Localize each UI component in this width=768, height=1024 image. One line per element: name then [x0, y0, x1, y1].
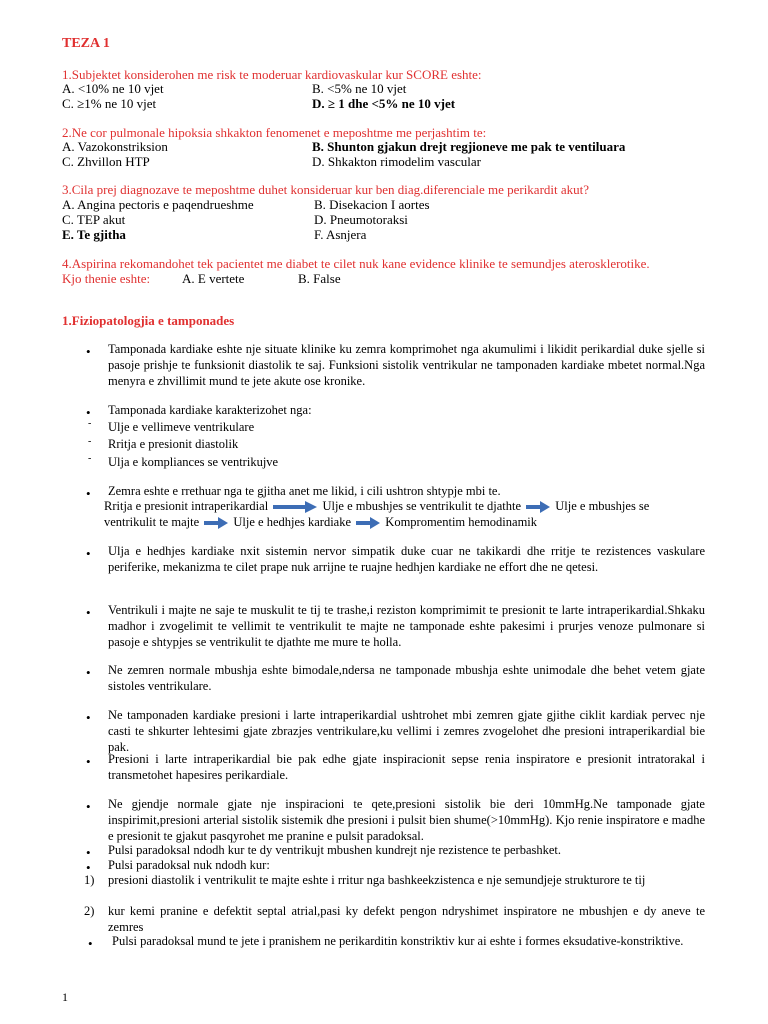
bullet-icon: •	[86, 344, 91, 359]
q3-option-b: B. Disekacion I aortes	[314, 197, 430, 212]
q1-option-b: B. <5% ne 10 vjet	[312, 81, 407, 96]
list-item: Rritja e presionit diastolik	[108, 437, 239, 451]
flow-step: ventrikulit te majte	[104, 515, 200, 529]
paragraph-6: Ne zemren normale mbushja eshte bimodale,ndersa ne tamponade mbushja eshte unimodale dhe behet vetem gjate sistoles ventrikulare.	[108, 663, 705, 693]
flow-step: Ulje e mbushjes se	[555, 499, 650, 513]
right-arrow-icon	[356, 517, 380, 529]
q2-option-d: D. Shkakton rimodelim vascular	[312, 154, 481, 169]
question-1: 1.Subjektet konsiderohen me risk te moderuar kardiovaskular kur SCORE eshte:	[62, 67, 482, 82]
page-title: TEZA 1	[62, 36, 110, 51]
tick-icon: -	[88, 436, 92, 447]
bullet-icon: •	[86, 605, 91, 620]
numbered-item-2: kur kemi pranine e defektit septal atrial,pasi ky defekt pengon ndryshimet inspiratore ne mbushjen e dy aneve te zemres	[108, 904, 705, 934]
paragraph-7: Ne tamponaden kardiake presioni i larte intraperikardial ushtrohet mbi zemren gjate gjithe ciklit kardiak pervec nje casti te shkurter lehtesimi gjate zbrazjes ventrikulare,ku vellimi i zemres zvogelohet dhe presioni intraperikardial bie pak.	[108, 708, 705, 754]
bullet-icon: •	[86, 665, 91, 680]
paragraph-8: Presioni i larte intraperikardial bie pak edhe gjate inspiracionit sepse renia inspiratore e presionit intratorakal i transmetohet hapesires perikardiale.	[108, 752, 705, 782]
flow-line-2	[104, 515, 537, 530]
q1-option-c: C. ≥1% ne 10 vjet	[62, 96, 157, 111]
bullet-icon: •	[86, 710, 91, 725]
paragraph-9: Ne gjendje normale gjate nje inspiracioni te qete,presioni sistolik bie deri 10mmHg.Ne tamponade gjate inspirimit,presioni arterial sistolik sistemik dhe presioni i pulsit bien shume(>10mmHg). Kjo renie inspiratore e madhe e presionit te gjakut pasqyrohet me pranine e pulsit paradoksal.	[108, 797, 705, 843]
q2-option-c: C. Zhvillon HTP	[62, 154, 150, 169]
list-number: 2)	[84, 904, 95, 918]
question-3: 3.Cila prej diagnozave te meposhtme duhet konsideruar kur ben diag.diferenciale me perikardit akut?	[62, 182, 590, 197]
paragraph-12: Pulsi paradoksal mund te jete i pranishem ne perikarditin konstriktiv kur ai eshte i formes eksudative-konstriktive.	[112, 934, 684, 948]
question-4-line2: Kjo thenie eshte:	[62, 271, 151, 286]
q3-option-a: A. Angina pectoris e paqendrueshme	[62, 197, 254, 212]
bullet-icon: •	[86, 799, 91, 814]
tick-icon: -	[88, 418, 92, 429]
section-heading: 1.Fiziopatologjia e tamponades	[62, 313, 235, 328]
page-number: 1	[62, 990, 68, 1004]
tick-icon: -	[88, 453, 92, 464]
bullet-icon: •	[86, 405, 91, 420]
flow-step: Ulje e hedhjes kardiake	[233, 515, 352, 529]
paragraph-2: Tamponada kardiake karakterizohet nga:	[108, 403, 312, 417]
q3-option-f: F. Asnjera	[314, 227, 367, 242]
flow-step: Kompromentim hemodinamik	[385, 515, 538, 529]
right-arrow-icon	[204, 517, 228, 529]
q4-option-b: B. False	[298, 271, 341, 286]
list-number: 1)	[84, 873, 95, 887]
bullet-icon: •	[88, 936, 93, 951]
q2-option-b: B. Shunton gjakun drejt regjioneve me pak te ventiluara	[312, 139, 626, 154]
q1-option-a: A. <10% ne 10 vjet	[62, 81, 164, 96]
paragraph-5: Ventrikuli i majte ne saje te muskulit te tij te trashe,i reziston komprimimit te presionit te larte intraperikardial.Shkaku madhor i zvogelimit te vellimit te ventrikulit te majte ne tamponade eshte pakesimi i prurjes venoze pulmonare si pasoje e shtypjes se ventrikulit te djathte me mure te holla.	[108, 603, 705, 649]
bullet-icon: •	[86, 546, 91, 561]
bullet-icon: •	[86, 860, 91, 875]
list-item: Ulje e vellimeve ventrikulare	[108, 420, 255, 434]
bullet-icon: •	[86, 486, 91, 501]
question-4: 4.Aspirina rekomandohet tek pacientet me diabet te cilet nuk kane evidence klinike te semundjes aterosklerotike.	[62, 256, 650, 271]
flow-step: Ulje e mbushjes se ventrikulit te djathte	[322, 499, 522, 513]
right-arrow-icon	[526, 501, 550, 513]
paragraph-3-line1: Zemra eshte e rrethuar nga te gjitha anet me likid, i cili ushtron shtypje mbi te.	[108, 484, 501, 498]
question-2: 2.Ne cor pulmonale hipoksia shkakton fenomenet e meposhtme me perjashtim te:	[62, 125, 487, 140]
q1-option-d: D. ≥ 1 dhe <5% ne 10 vjet	[312, 96, 456, 111]
paragraph-10: Pulsi paradoksal ndodh kur te dy ventrikujt mbushen kundrejt nje rezistence te perbashket.	[108, 843, 562, 857]
q4-option-a: A. E vertete	[182, 271, 245, 286]
q3-option-e: E. Te gjitha	[62, 227, 126, 242]
flow-step: Rritja e presionit intraperikardial	[104, 499, 269, 513]
bullet-icon: •	[86, 754, 91, 769]
right-arrow-icon	[273, 501, 317, 513]
q3-option-c: C. TEP akut	[62, 212, 126, 227]
paragraph-11: Pulsi paradoksal nuk ndodh kur:	[108, 858, 270, 872]
paragraph-1: Tamponada kardiake eshte nje situate klinike ku zemra komprimohet nga akumulimi i likidit perikardial duke sjelle si pasoje prishje te funksionit diastolik te saj. Funksioni sistolik ventrikular ne tamponaden kardiake mbetet normal.Nga menyra e zhvillimit mund te jete akute ose kronike.	[108, 342, 705, 388]
q2-option-a: A. Vazokonstriksion	[62, 139, 168, 154]
numbered-item-1: presioni diastolik i ventrikulit te majte eshte i rritur nga bashkeekzistenca e nje semundjeje strukturore te tij	[108, 873, 646, 887]
bullet-icon: •	[86, 845, 91, 860]
q3-option-d: D. Pneumotoraksi	[314, 212, 408, 227]
list-item: Ulja e kompliances se ventrikujve	[108, 455, 279, 469]
paragraph-4: Ulja e hedhjes kardiake nxit sistemin nervor simpatik duke cuar ne takikardi dhe rritje te rezistences vaskulare periferike, mekanizma te cilet prape nuk arrijne te ruajne hedhjen kardiake ne effort dhe ne qetesi.	[108, 544, 705, 574]
flow-line-1	[104, 499, 649, 514]
